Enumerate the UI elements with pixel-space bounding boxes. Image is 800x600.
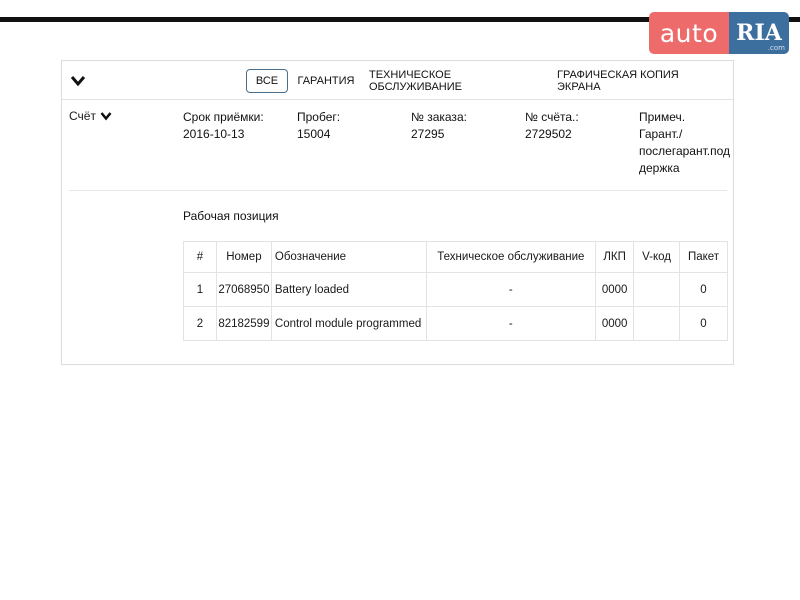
service-history-panel [61, 60, 734, 365]
tab-warranty[interactable]: ГАРАНТИЯ [297, 75, 355, 87]
acceptance-date-value: 2016-10-13 [183, 127, 245, 141]
col-header-num: # [184, 242, 217, 273]
acceptance-date-label: Срок приёмки: [183, 110, 264, 124]
row-description: Battery loaded [271, 273, 426, 307]
warranty-note [639, 109, 731, 177]
work-section-title: Рабочая позиция [183, 209, 279, 223]
row-description: Control module programmed [271, 307, 426, 341]
logo-com-suffix: .com [767, 44, 785, 52]
row-vcode [634, 273, 680, 307]
invoice-number-value: 2729502 [525, 127, 572, 141]
invoice-number [525, 109, 625, 143]
tabs-row [62, 61, 733, 100]
warranty-note-label: Примеч. Гарант./послегарант.поддержка [639, 110, 731, 175]
table-row [184, 273, 728, 307]
acceptance-date [183, 109, 288, 143]
tab-screen-copy[interactable]: ГРАФИЧЕСКАЯ КОПИЯ ЭКРАНА [557, 69, 679, 93]
row-package: 0 [679, 307, 727, 341]
row-num: 2 [184, 307, 217, 341]
invoice-toggle-label: Счёт [69, 109, 96, 123]
row-part-number: 27068950 [216, 273, 271, 307]
chevron-down-icon[interactable] [70, 74, 86, 88]
col-header-part: Номер [216, 242, 271, 273]
table-row [184, 307, 728, 341]
col-header-lkp: ЛКП [596, 242, 634, 273]
col-header-package: Пакет [679, 242, 727, 273]
row-lkp: 0000 [596, 273, 634, 307]
mileage-value: 15004 [297, 127, 331, 141]
table-header-row [184, 242, 728, 273]
divider [69, 190, 727, 191]
row-part-number: 82182599 [216, 307, 271, 341]
work-positions-table [183, 241, 728, 341]
row-service: - [426, 273, 596, 307]
invoice-toggle[interactable] [69, 109, 112, 123]
chevron-down-icon [100, 111, 112, 121]
col-header-vcode: V-код [634, 242, 680, 273]
order-number-value: 27295 [411, 127, 445, 141]
autoria-logo[interactable] [649, 12, 789, 54]
logo-ria-word: RIA [736, 20, 782, 46]
order-number [411, 109, 511, 143]
row-package: 0 [679, 273, 727, 307]
logo-ria-text [729, 12, 789, 54]
invoice-info [62, 101, 733, 191]
order-number-label: № заказа: [411, 110, 467, 124]
row-service: - [426, 307, 596, 341]
mileage [297, 109, 397, 143]
tab-all[interactable]: ВСЕ [246, 69, 288, 93]
row-num: 1 [184, 273, 217, 307]
row-lkp: 0000 [596, 307, 634, 341]
tab-maintenance[interactable]: ТЕХНИЧЕСКОЕ ОБСЛУЖИВАНИЕ [369, 69, 462, 93]
col-header-desc: Обозначение [271, 242, 426, 273]
mileage-label: Пробег: [297, 110, 341, 124]
invoice-number-label: № счёта.: [525, 110, 579, 124]
logo-auto-text: auto [649, 12, 729, 54]
col-header-service: Техническое обслуживание [426, 242, 596, 273]
row-vcode [634, 307, 680, 341]
